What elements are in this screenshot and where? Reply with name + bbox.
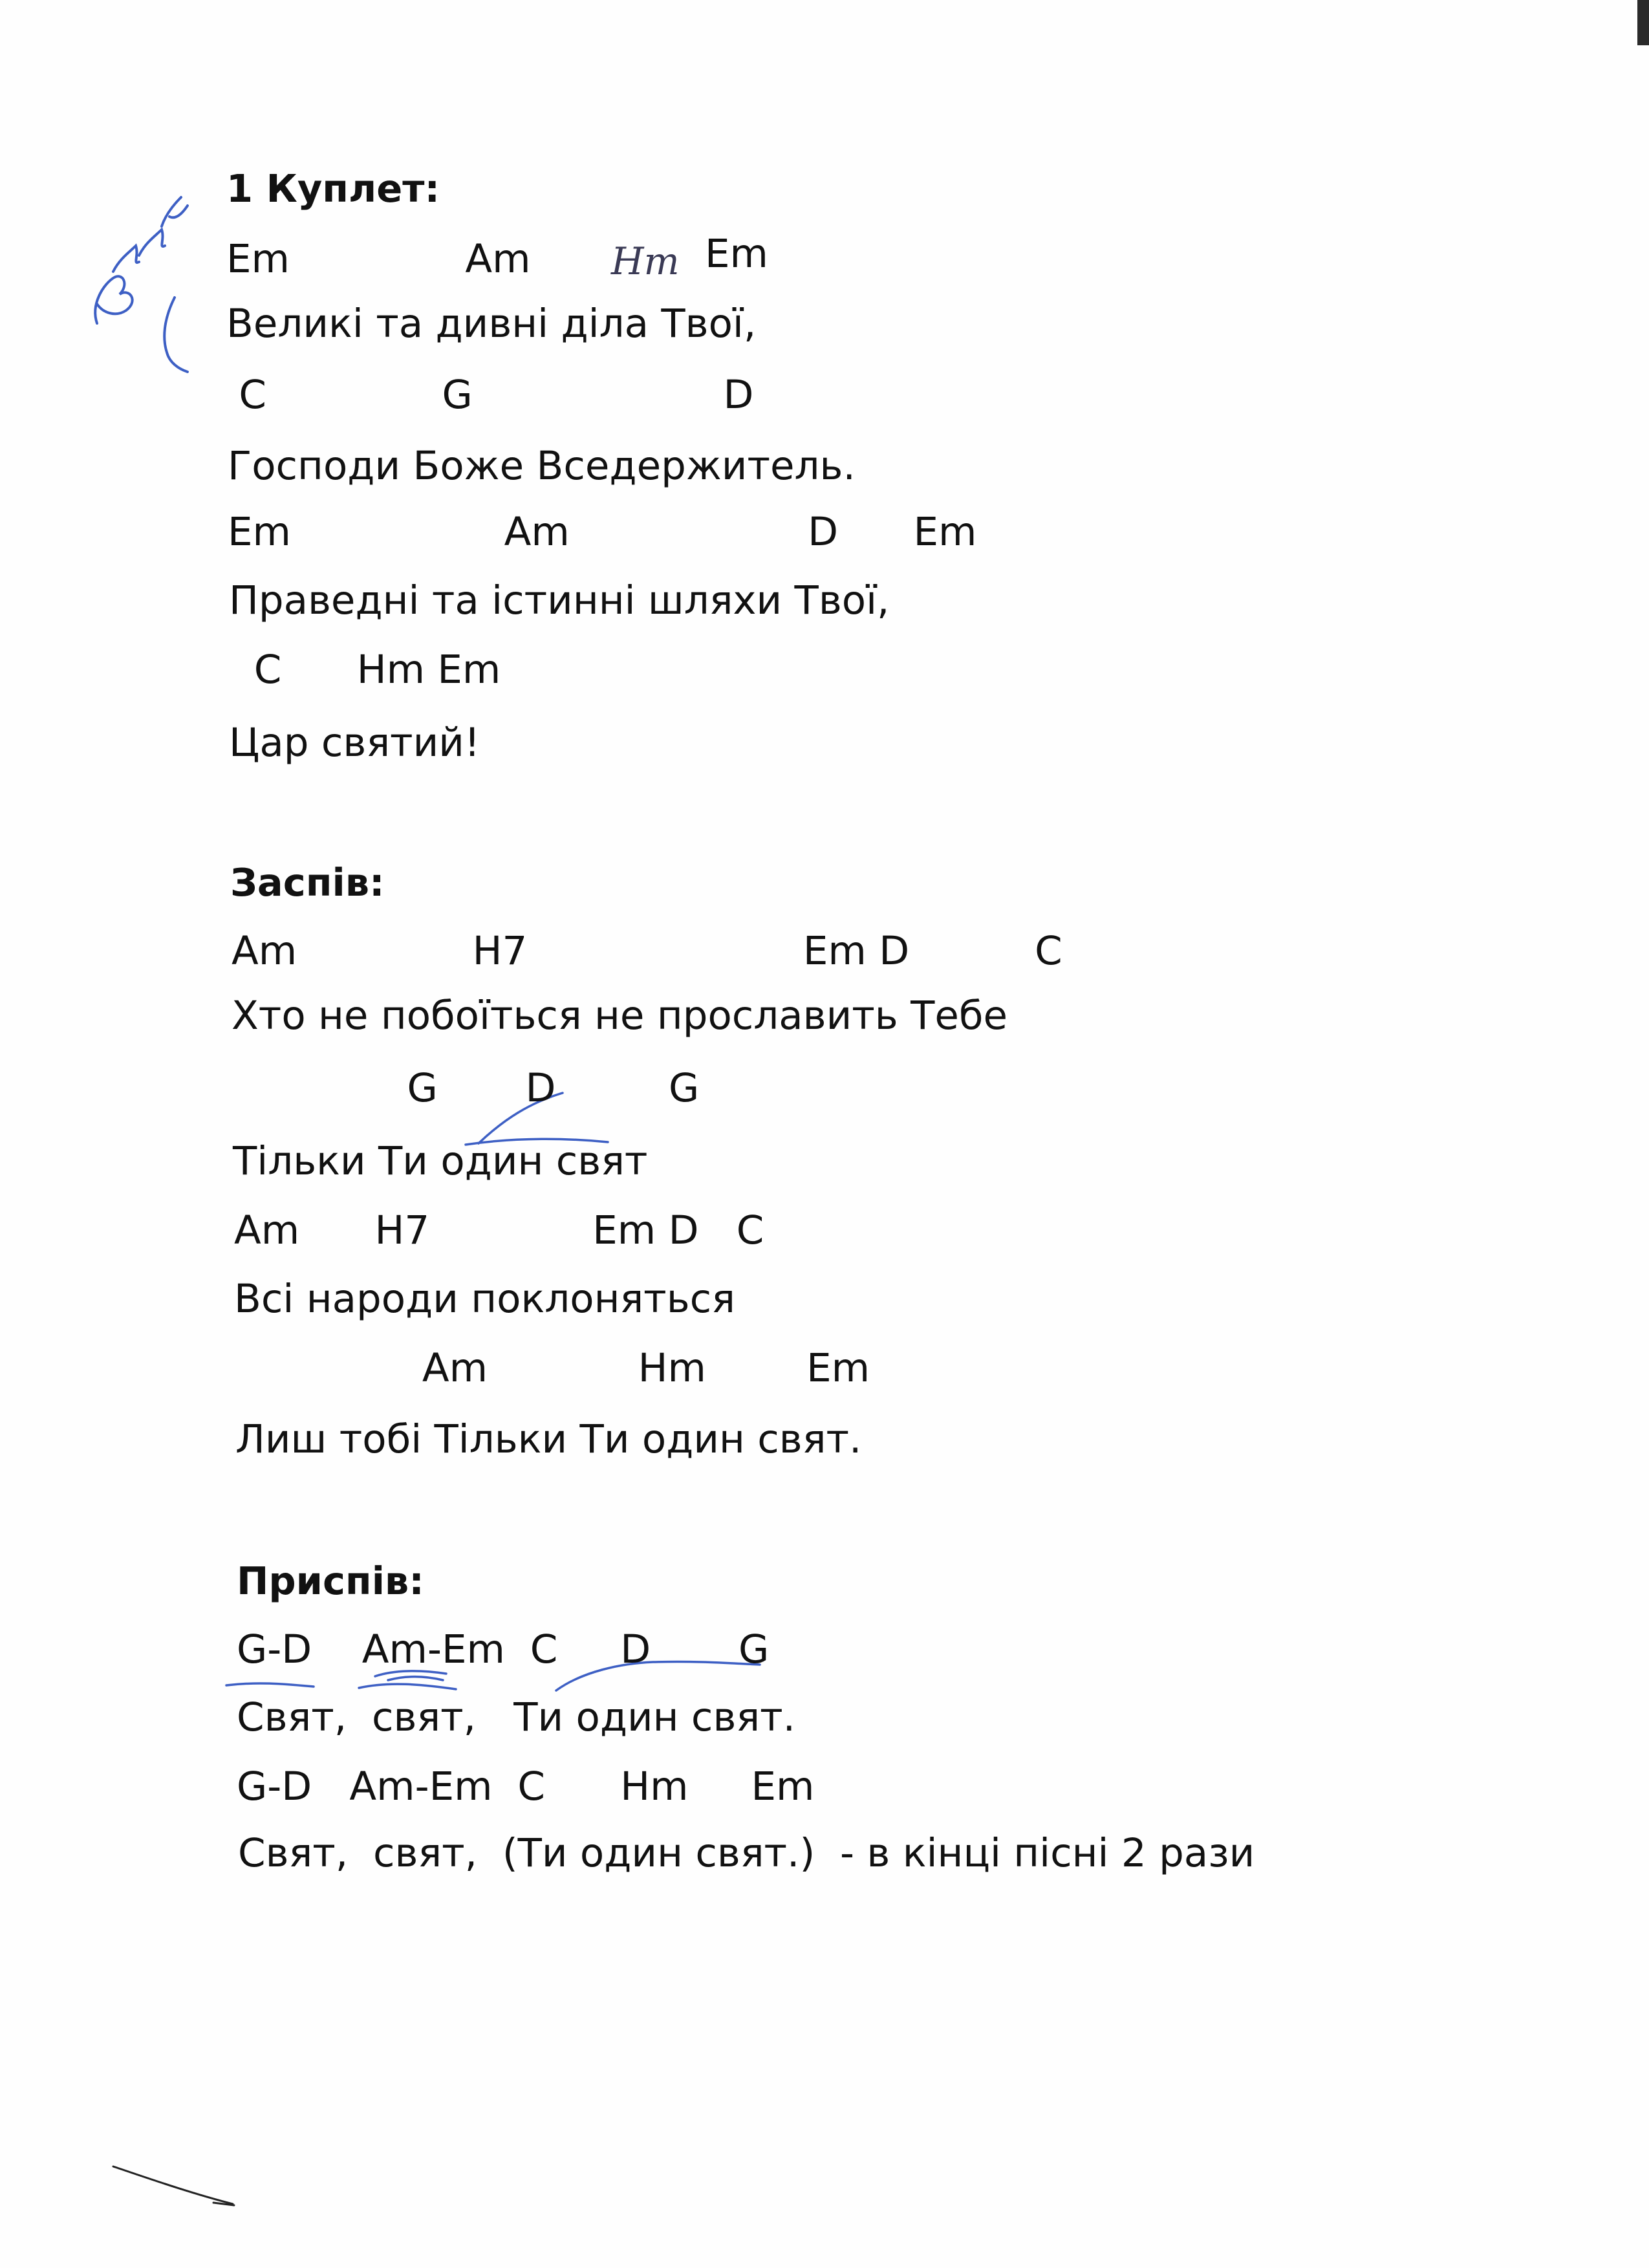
verse-chords-2: C G D: [226, 372, 754, 418]
verse-lyric-4: Цар святий!: [229, 720, 480, 766]
verse-chords-1: Em Am: [226, 236, 531, 282]
prechorus-chords-3: Am H7 Em D C: [234, 1207, 764, 1253]
verse-lyric-3: Праведні та істинні шляхи Твої,: [229, 578, 890, 623]
chorus-lyric-1: Свят, свят, Ти один свят.: [237, 1694, 796, 1740]
chorus-chords-2: G-D Am-Em C Hm Em: [237, 1764, 815, 1809]
verse-heading: 1 Куплет:: [226, 166, 440, 211]
prechorus-heading: Заспів:: [230, 860, 385, 905]
prechorus-lyric-2: Тільки Ти один свят: [233, 1138, 648, 1184]
margin-note-vstup: [95, 197, 188, 372]
chorus-lyric-2: Свят, свят, (Ти один свят.) - в кінці пісні 2 рази: [238, 1830, 1255, 1876]
prechorus-chords-4: Am Hm Em: [234, 1345, 870, 1391]
prechorus-lyric-1: Хто не побоїться не прославить Тебе: [232, 993, 1008, 1039]
stray-marks: [113, 2166, 234, 2205]
verse-chords-3: Em Am D Em: [228, 509, 977, 555]
prechorus-chords-2: G D G: [232, 1065, 700, 1111]
verse-lyric-2: Господи Боже Вседержитель.: [228, 443, 856, 489]
verse-chords-4: C Hm Em: [229, 647, 501, 693]
verse-lyric-1: Великі та дивні діла Твої,: [226, 301, 757, 347]
verse-chords-1b: Em: [705, 231, 768, 277]
prechorus-chords-1: Am H7 Em D C: [232, 928, 1062, 974]
chorus-chords-1: G-D Am-Em C D G: [237, 1626, 770, 1672]
handwritten-chord-hm: Hm: [611, 239, 680, 283]
prechorus-lyric-4: Лиш тобі Тільки Ти один свят.: [235, 1416, 862, 1462]
prechorus-lyric-3: Всі народи поклоняться: [234, 1276, 735, 1322]
chorus-heading: Приспів:: [237, 1559, 424, 1603]
